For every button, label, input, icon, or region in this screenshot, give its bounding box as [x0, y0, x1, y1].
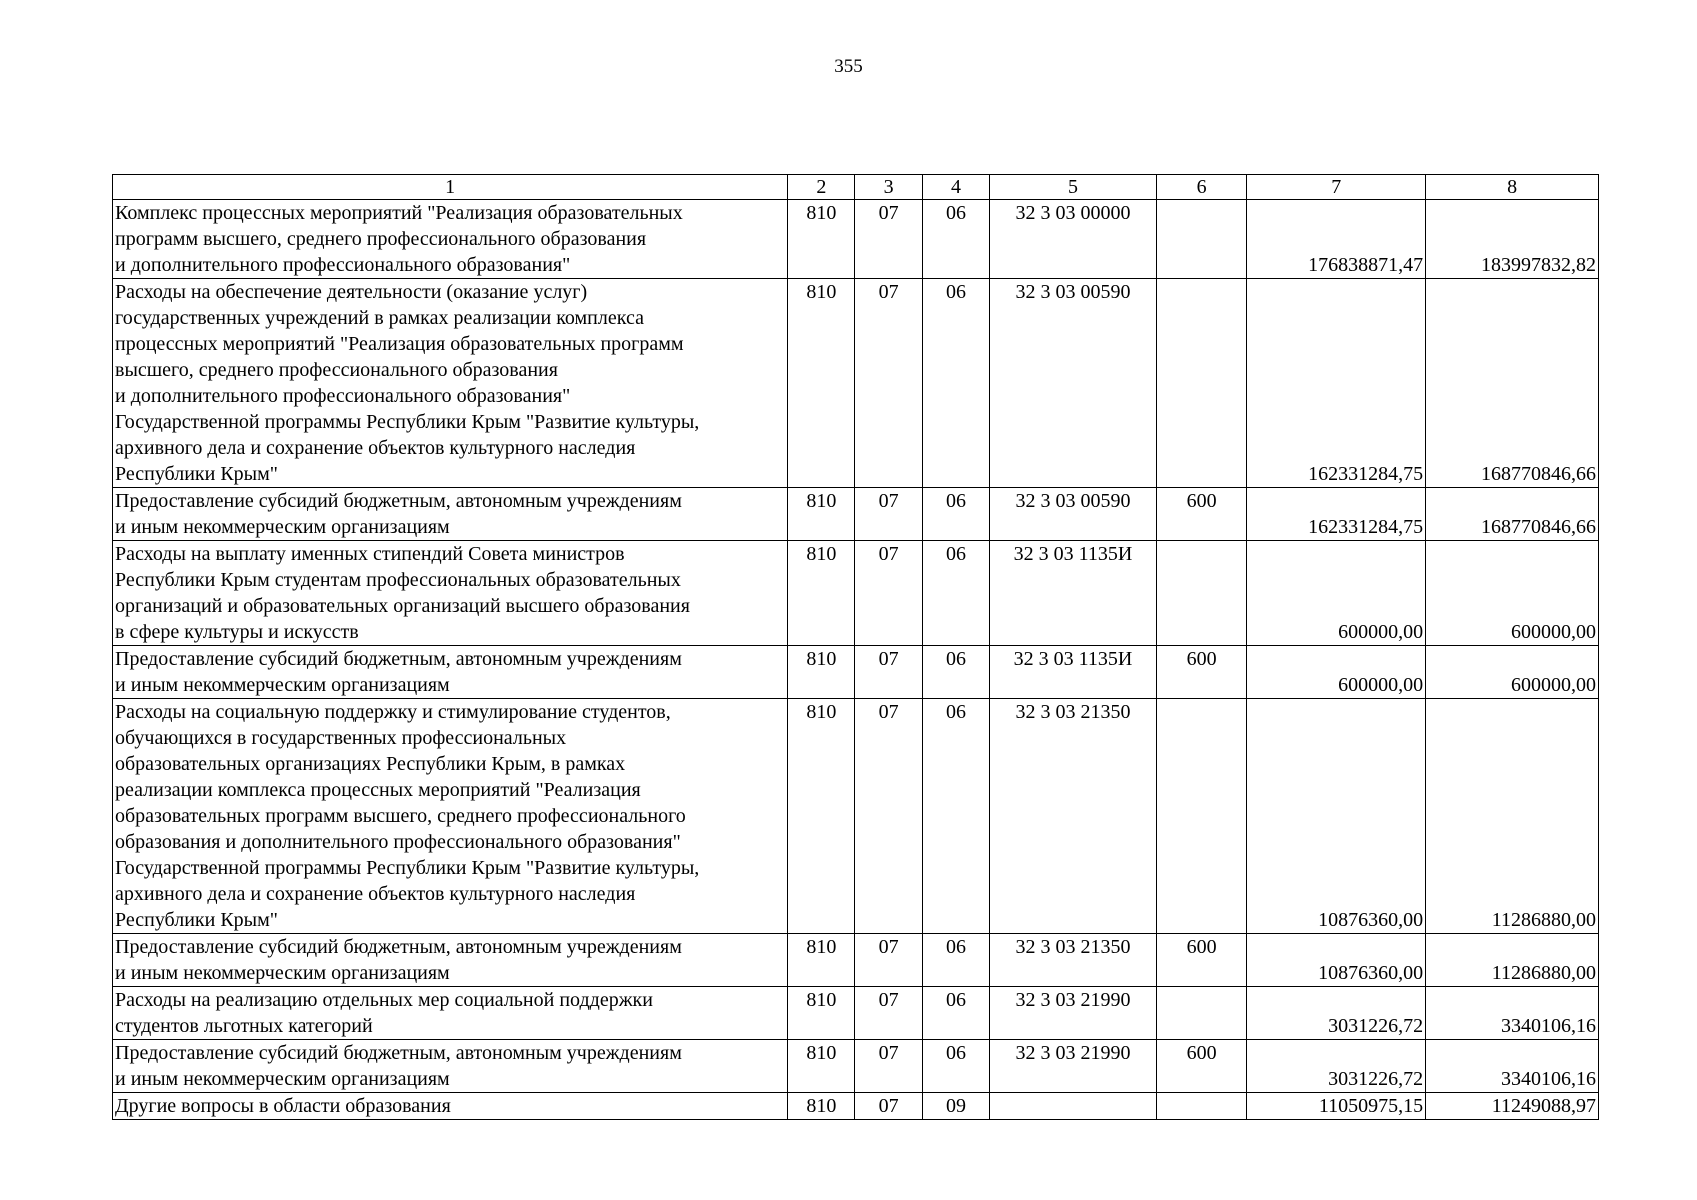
target-article-cell: 32 3 03 00590	[990, 279, 1157, 488]
amount-year1-cell: 3031226,72	[1247, 1040, 1426, 1093]
row-name-cell	[113, 279, 788, 488]
expense-type-cell	[1156, 279, 1246, 488]
amount-year1-cell: 10876360,00	[1247, 934, 1426, 987]
row-name-line: высшего, среднего профессионального образования	[115, 359, 558, 381]
row-name-line: организаций и образовательных организаций высшего образования	[115, 595, 690, 617]
amount-year2-cell: 11249088,97	[1426, 1093, 1599, 1120]
row-name-line: и иным некоммерческим организациям	[115, 962, 450, 984]
target-article-cell: 32 3 03 21990	[990, 1040, 1157, 1093]
table-row	[113, 488, 1599, 541]
subsection-code-cell: 06	[922, 934, 989, 987]
section-code-cell: 07	[855, 279, 922, 488]
row-name-line: и дополнительного профессионального образования"	[115, 254, 571, 276]
column-header: 8	[1426, 175, 1599, 200]
section-code-cell: 07	[855, 934, 922, 987]
amount-year2-cell: 600000,00	[1426, 646, 1599, 699]
ministry-code-cell: 810	[788, 541, 855, 646]
row-name-cell	[113, 1040, 788, 1093]
header-row	[113, 175, 1599, 200]
table-row	[113, 200, 1599, 279]
row-name-line: реализации комплекса процессных мероприятий "Реализация	[115, 779, 641, 801]
subsection-code-cell: 06	[922, 987, 989, 1040]
column-header: 1	[113, 175, 788, 200]
table-row	[113, 934, 1599, 987]
row-name-line: студентов льготных категорий	[115, 1015, 373, 1037]
ministry-code-cell: 810	[788, 646, 855, 699]
page-number: 355	[834, 56, 863, 77]
row-name-line: и иным некоммерческим организациям	[115, 674, 450, 696]
table-row	[113, 1093, 1599, 1120]
expense-type-cell: 600	[1156, 488, 1246, 541]
column-header: 7	[1247, 175, 1426, 200]
amount-year2-cell: 168770846,66	[1426, 488, 1599, 541]
amount-year2-cell: 3340106,16	[1426, 987, 1599, 1040]
section-code-cell: 07	[855, 987, 922, 1040]
row-name-line: образовательных организациях Республики Крым, в рамках	[115, 753, 626, 775]
column-header: 3	[855, 175, 922, 200]
row-name-line: образования и дополнительного профессионального образования"	[115, 831, 681, 853]
expense-type-cell: 600	[1156, 646, 1246, 699]
row-name-cell	[113, 934, 788, 987]
column-header: 5	[990, 175, 1157, 200]
amount-year1-cell: 11050975,15	[1247, 1093, 1426, 1120]
row-name-cell	[113, 987, 788, 1040]
ministry-code-cell: 810	[788, 1040, 855, 1093]
section-code-cell: 07	[855, 1040, 922, 1093]
amount-year2-cell: 11286880,00	[1426, 699, 1599, 934]
table-row	[113, 1040, 1599, 1093]
table-row	[113, 541, 1599, 646]
row-name-line: Государственной программы Республики Крым "Развитие культуры,	[115, 411, 700, 433]
expense-type-cell	[1156, 200, 1246, 279]
row-name-line: Республики Крым"	[115, 909, 278, 931]
row-name-line: Предоставление субсидий бюджетным, автономным учреждениям	[115, 490, 682, 512]
expense-type-cell	[1156, 541, 1246, 646]
subsection-code-cell: 06	[922, 1040, 989, 1093]
table-row	[113, 646, 1599, 699]
budget-table	[112, 174, 1599, 1120]
target-article-cell: 32 3 03 21350	[990, 699, 1157, 934]
expense-type-cell	[1156, 987, 1246, 1040]
amount-year2-cell: 11286880,00	[1426, 934, 1599, 987]
column-header: 2	[788, 175, 855, 200]
row-name-cell	[113, 488, 788, 541]
ministry-code-cell: 810	[788, 1093, 855, 1120]
section-code-cell: 07	[855, 699, 922, 934]
ministry-code-cell: 810	[788, 200, 855, 279]
subsection-code-cell: 06	[922, 488, 989, 541]
subsection-code-cell: 06	[922, 200, 989, 279]
row-name-cell	[113, 1093, 788, 1120]
expense-type-cell: 600	[1156, 934, 1246, 987]
subsection-code-cell: 09	[922, 1093, 989, 1120]
subsection-code-cell: 06	[922, 699, 989, 934]
row-name-line: Предоставление субсидий бюджетным, автономным учреждениям	[115, 1042, 682, 1064]
amount-year1-cell: 10876360,00	[1247, 699, 1426, 934]
subsection-code-cell: 06	[922, 541, 989, 646]
expense-type-cell	[1156, 1093, 1246, 1120]
row-name-line: Расходы на выплату именных стипендий Совета министров	[115, 543, 625, 565]
amount-year2-cell: 3340106,16	[1426, 1040, 1599, 1093]
ministry-code-cell: 810	[788, 699, 855, 934]
row-name-line: архивного дела и сохранение объектов культурного наследия	[115, 437, 636, 459]
amount-year2-cell: 183997832,82	[1426, 200, 1599, 279]
table-row	[113, 699, 1599, 934]
expense-type-cell: 600	[1156, 1040, 1246, 1093]
amount-year1-cell: 600000,00	[1247, 646, 1426, 699]
target-article-cell: 32 3 03 21990	[990, 987, 1157, 1040]
amount-year1-cell: 600000,00	[1247, 541, 1426, 646]
section-code-cell: 07	[855, 1093, 922, 1120]
target-article-cell: 32 3 03 21350	[990, 934, 1157, 987]
row-name-line: программ высшего, среднего профессионального образования	[115, 228, 647, 250]
row-name-line: обучающихся в государственных профессиональных	[115, 727, 567, 749]
row-name-line: образовательных программ высшего, среднего профессионального	[115, 805, 686, 827]
amount-year1-cell: 162331284,75	[1247, 488, 1426, 541]
amount-year1-cell: 3031226,72	[1247, 987, 1426, 1040]
row-name-line: архивного дела и сохранение объектов культурного наследия	[115, 883, 636, 905]
row-name-line: Государственной программы Республики Крым "Развитие культуры,	[115, 857, 700, 879]
amount-year1-cell: 162331284,75	[1247, 279, 1426, 488]
row-name-line: процессных мероприятий "Реализация образовательных программ	[115, 333, 684, 355]
section-code-cell: 07	[855, 646, 922, 699]
amount-year1-cell: 176838871,47	[1247, 200, 1426, 279]
row-name-line: Предоставление субсидий бюджетным, автономным учреждениям	[115, 936, 682, 958]
ministry-code-cell: 810	[788, 987, 855, 1040]
row-name-line: Комплекс процессных мероприятий "Реализация образовательных	[115, 202, 683, 224]
row-name-line: Расходы на обеспечение деятельности (оказание услуг)	[115, 281, 588, 303]
column-header: 4	[922, 175, 989, 200]
column-header: 6	[1156, 175, 1246, 200]
row-name-line: Расходы на реализацию отдельных мер социальной поддержки	[115, 989, 653, 1011]
section-code-cell: 07	[855, 541, 922, 646]
section-code-cell: 07	[855, 200, 922, 279]
subsection-code-cell: 06	[922, 646, 989, 699]
amount-year2-cell: 600000,00	[1426, 541, 1599, 646]
row-name-line: и иным некоммерческим организациям	[115, 1068, 450, 1090]
row-name-line: Предоставление субсидий бюджетным, автономным учреждениям	[115, 648, 682, 670]
expense-type-cell	[1156, 699, 1246, 934]
row-name-line: Расходы на социальную поддержку и стимулирование студентов,	[115, 701, 671, 723]
target-article-cell	[990, 1093, 1157, 1120]
table-row	[113, 279, 1599, 488]
amount-year2-cell: 168770846,66	[1426, 279, 1599, 488]
target-article-cell: 32 3 03 1135И	[990, 541, 1157, 646]
row-name-line: и дополнительного профессионального образования"	[115, 385, 571, 407]
ministry-code-cell: 810	[788, 488, 855, 541]
row-name-line: в сфере культуры и искусств	[115, 621, 359, 643]
row-name-line: Республики Крым студентам профессиональных образовательных	[115, 569, 681, 591]
target-article-cell: 32 3 03 00000	[990, 200, 1157, 279]
ministry-code-cell: 810	[788, 279, 855, 488]
table-row	[113, 987, 1599, 1040]
row-name-cell	[113, 699, 788, 934]
row-name-cell	[113, 200, 788, 279]
row-name-cell	[113, 541, 788, 646]
section-code-cell: 07	[855, 488, 922, 541]
ministry-code-cell: 810	[788, 934, 855, 987]
row-name-line: Другие вопросы в области образования	[115, 1095, 451, 1117]
row-name-cell	[113, 646, 788, 699]
subsection-code-cell: 06	[922, 279, 989, 488]
row-name-line: государственных учреждений в рамках реализации комплекса	[115, 307, 644, 329]
row-name-line: и иным некоммерческим организациям	[115, 516, 450, 538]
row-name-line: Республики Крым"	[115, 463, 278, 485]
target-article-cell: 32 3 03 00590	[990, 488, 1157, 541]
target-article-cell: 32 3 03 1135И	[990, 646, 1157, 699]
